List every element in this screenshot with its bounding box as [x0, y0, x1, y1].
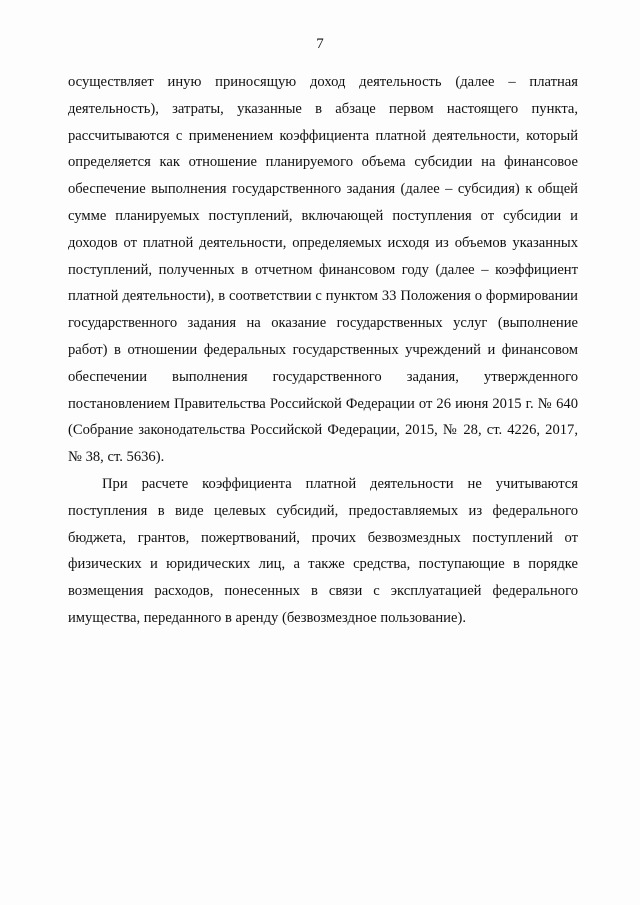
paragraph-continuation: осуществляет иную приносящую доход деятельность (далее – платная деятельность), затраты, указанные в абзаце первом настоящего пункта, рассчитываются с применением коэффициента платной деятельности, который определяется как отношение планируемого объема субсидии на финансовое обеспечение выполнения государственного задания (далее – субсидия) к общей сумме планируемых поступлений, включающей поступления от субсидии и доходов от платной деятельности, определяемых исходя из объемов указанных поступлений, полученных в отчетном финансовом году (далее – коэффициент платной деятельности), в соответствии с пунктом 33 Положения о формировании государственного задания на оказание государственных услуг (выполнение работ) в отношении федеральных государственных учреждений и финансовом обеспечении выполнения государственного задания, утвержденного постановлением Правительства Российской Федерации от 26 июня 2015 г. № 640 (Собрание законодательства Российской Федерации, 2015, № 28, ст. 4226, 2017, № 38, ст. 5636).: [68, 74, 578, 466]
page-number: 7: [316, 36, 324, 52]
document-body: [68, 69, 578, 632]
paragraph-calculation-exclusions: При расчете коэффициента платной деятельности не учитываются поступления в виде целевых субсидий, предоставляемых из федерального бюджета, грантов, пожертвований, прочих безвозмездных поступлений от физических и юридических лиц, а также средства, поступающие в порядке возмещения расходов, понесенных в связи с эксплуатацией федерального имущества, переданного в аренду (безвозмездное пользование).: [68, 475, 578, 626]
